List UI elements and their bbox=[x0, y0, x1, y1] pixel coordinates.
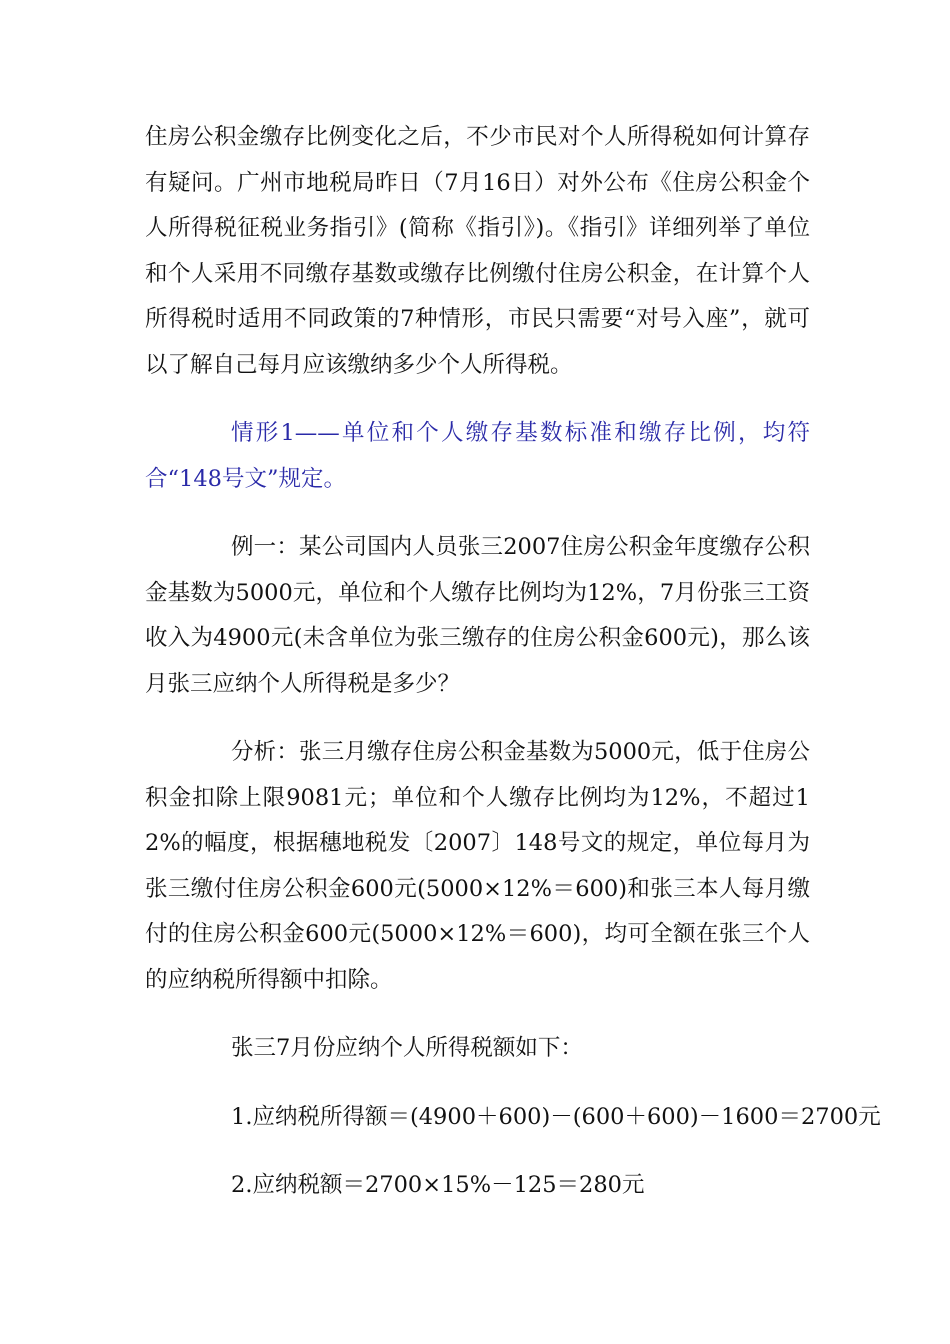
step1-formula: 1.应纳税所得额＝(4900＋600)－(600＋600)－1600＝2700元 bbox=[231, 1103, 881, 1130]
case1-heading: 情形1——单位和个人缴存基数标准和缴存比例，均符合“148号文”规定。 bbox=[145, 420, 810, 492]
document-page bbox=[145, 115, 881, 1209]
step2-formula: 2.应纳税额＝2700×15%－125＝280元 bbox=[231, 1172, 645, 1198]
tax-intro-line: 张三7月份应纳个人所得税额如下： bbox=[231, 1035, 583, 1061]
intro-paragraph: 住房公积金缴存比例变化之后，不少市民对个人所得税如何计算存有疑问。广州市地税局昨日（7月16日）对外公布《住房公积金个人所得税征税业务指引》(简称《指引》)。《指引》详细列举了单位和个人采用不同缴存基数或缴存比例缴付住房公积金，在计算个人所得税时适用不同政策的7种情形，市民只需要“对号入座”，就可以了解自己每月应该缴纳多少个人所得税。 bbox=[145, 124, 810, 378]
analysis1-paragraph: 分析：张三月缴存住房公积金基数为5000元，低于住房公积金扣除上限9081元；单位和个人缴存比例均为12%，不超过12%的幅度，根据穗地税发〔2007〕148号文的规定，单位每月为张三缴付住房公积金600元(5000×12%＝600)和张三本人每月缴付的住房公积金600元(5000×12%＝600)，均可全额在张三个人的应纳税所得额中扣除。 bbox=[145, 739, 810, 993]
example1-paragraph: 例一：某公司国内人员张三2007住房公积金年度缴存公积金基数为5000元，单位和个人缴存比例均为12%，7月份张三工资收入为4900元(未含单位为张三缴存的住房公积金600元)，那么该月张三应纳个人所得税是多少？ bbox=[145, 534, 810, 697]
